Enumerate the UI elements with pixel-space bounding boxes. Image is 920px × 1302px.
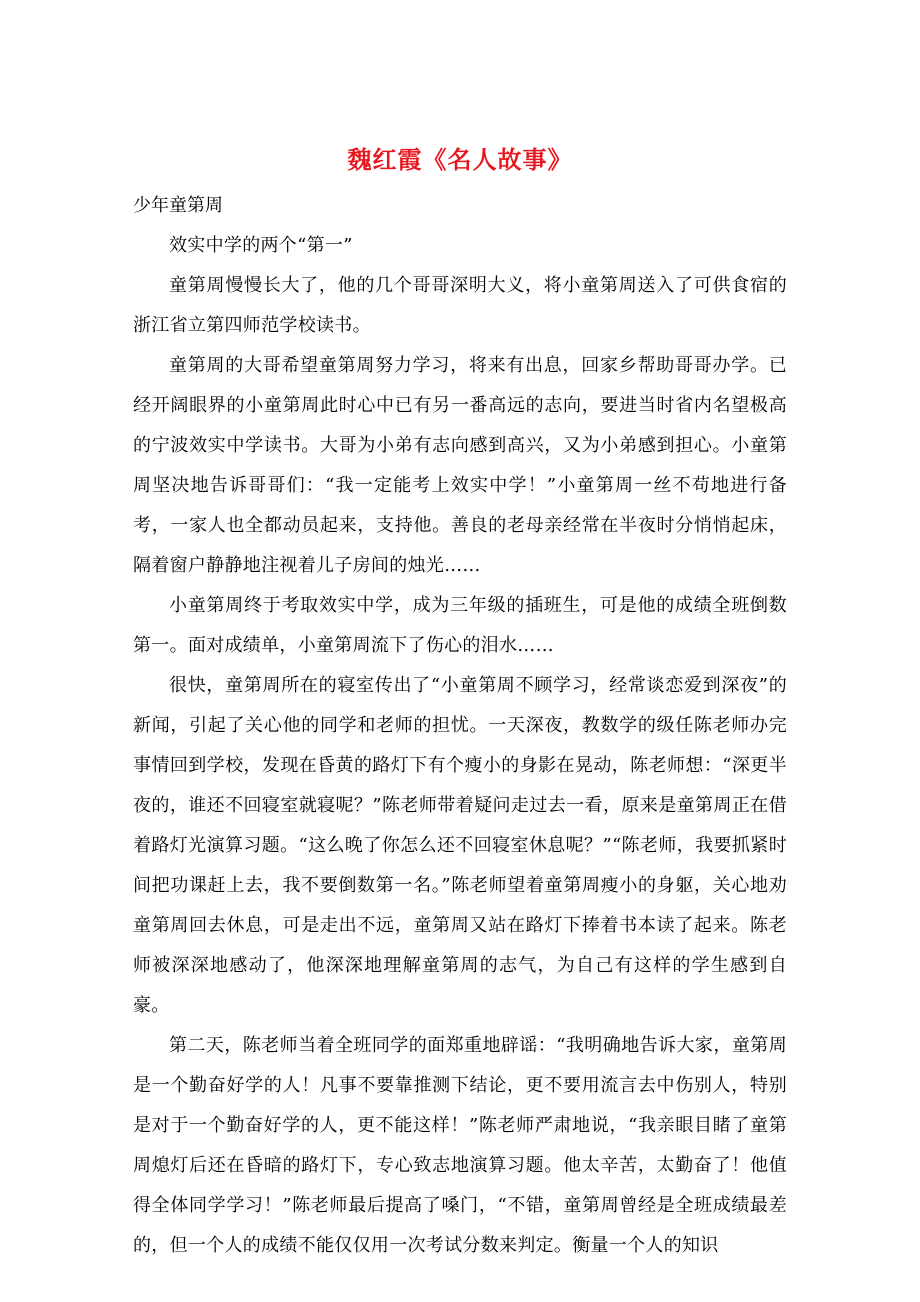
document-page [133,140,787,1266]
paragraph: 童第周慢慢长大了，他的几个哥哥深明大义，将小童第周送入了可供食宿的浙江省立第四师范学校读书。 [133,275,787,336]
paragraph: 第二天，陈老师当着全班同学的面郑重地辟谣：“我明确地告诉大家，童第周是一个勤奋好学的人！凡事不要靠推测下结论，更不要用流言去中伤别人，特别是对于一个勤奋好学的人，更不能这样！”陈老师严肃地说，“我亲眼目睹了童第周熄灯后还在昏暗的路灯下，专心致志地演算习题。他太辛苦，太勤奋了！他值得全体同学学习！”陈老师最后提高了嗓门，“不错，童第周曾经是全班成绩最差的，但一个人的成绩不能仅仅用一次考试分数来判定。衡量一个人的知识 [133,1035,787,1256]
paragraph: 童第周的大哥希望童第周努力学习，将来有出息，回家乡帮助哥哥办学。已经开阔眼界的小童第周此时心中已有另一番高远的志向，要进当时省内名望极高的宁波效实中学读书。大哥为小弟有志向感到高兴，又为小弟感到担心。小童第周坚决地告诉哥哥们：“我一定能考上效实中学！”小童第周一丝不苟地进行备考，一家人也全都动员起来，支持他。善良的老母亲经常在半夜时分悄悄起床，隔着窗户静静地注视着儿子房间的烛光…… [133,355,787,576]
document-title: 魏红霞《名人故事》 [347,145,573,174]
paragraph: 很快，童第周所在的寝室传出了“小童第周不顾学习，经常谈恋爱到深夜”的新闻，引起了关心他的同学和老师的担忧。一天深夜，教数学的级任陈老师办完事情回到学校，发现在昏黄的路灯下有个瘦小的身影在晃动，陈老师想：“深更半夜的，谁还不回寝室就寝呢？”陈老师带着疑问走过去一看，原来是童第周正在借着路灯光演算习题。“这么晚了你怎么还不回寝室休息呢？”“陈老师，我要抓紧时间把功课赶上去，我不要倒数第一名。”陈老师望着童第周瘦小的身躯，关心地劝童第周回去休息，可是走出不远，童第周又站在路灯下捧着书本读了起来。陈老师被深深地感动了，他深深地理解童第周的志气，为自己有这样的学生感到自豪。 [133,675,787,1016]
subheading: 效实中学的两个“第一” [169,235,353,256]
section-heading: 少年童第周 [133,195,223,216]
paragraph: 小童第周终于考取效实中学，成为三年级的插班生，可是他的成绩全班倒数第一。面对成绩单，小童第周流下了伤心的泪水…… [133,595,787,656]
